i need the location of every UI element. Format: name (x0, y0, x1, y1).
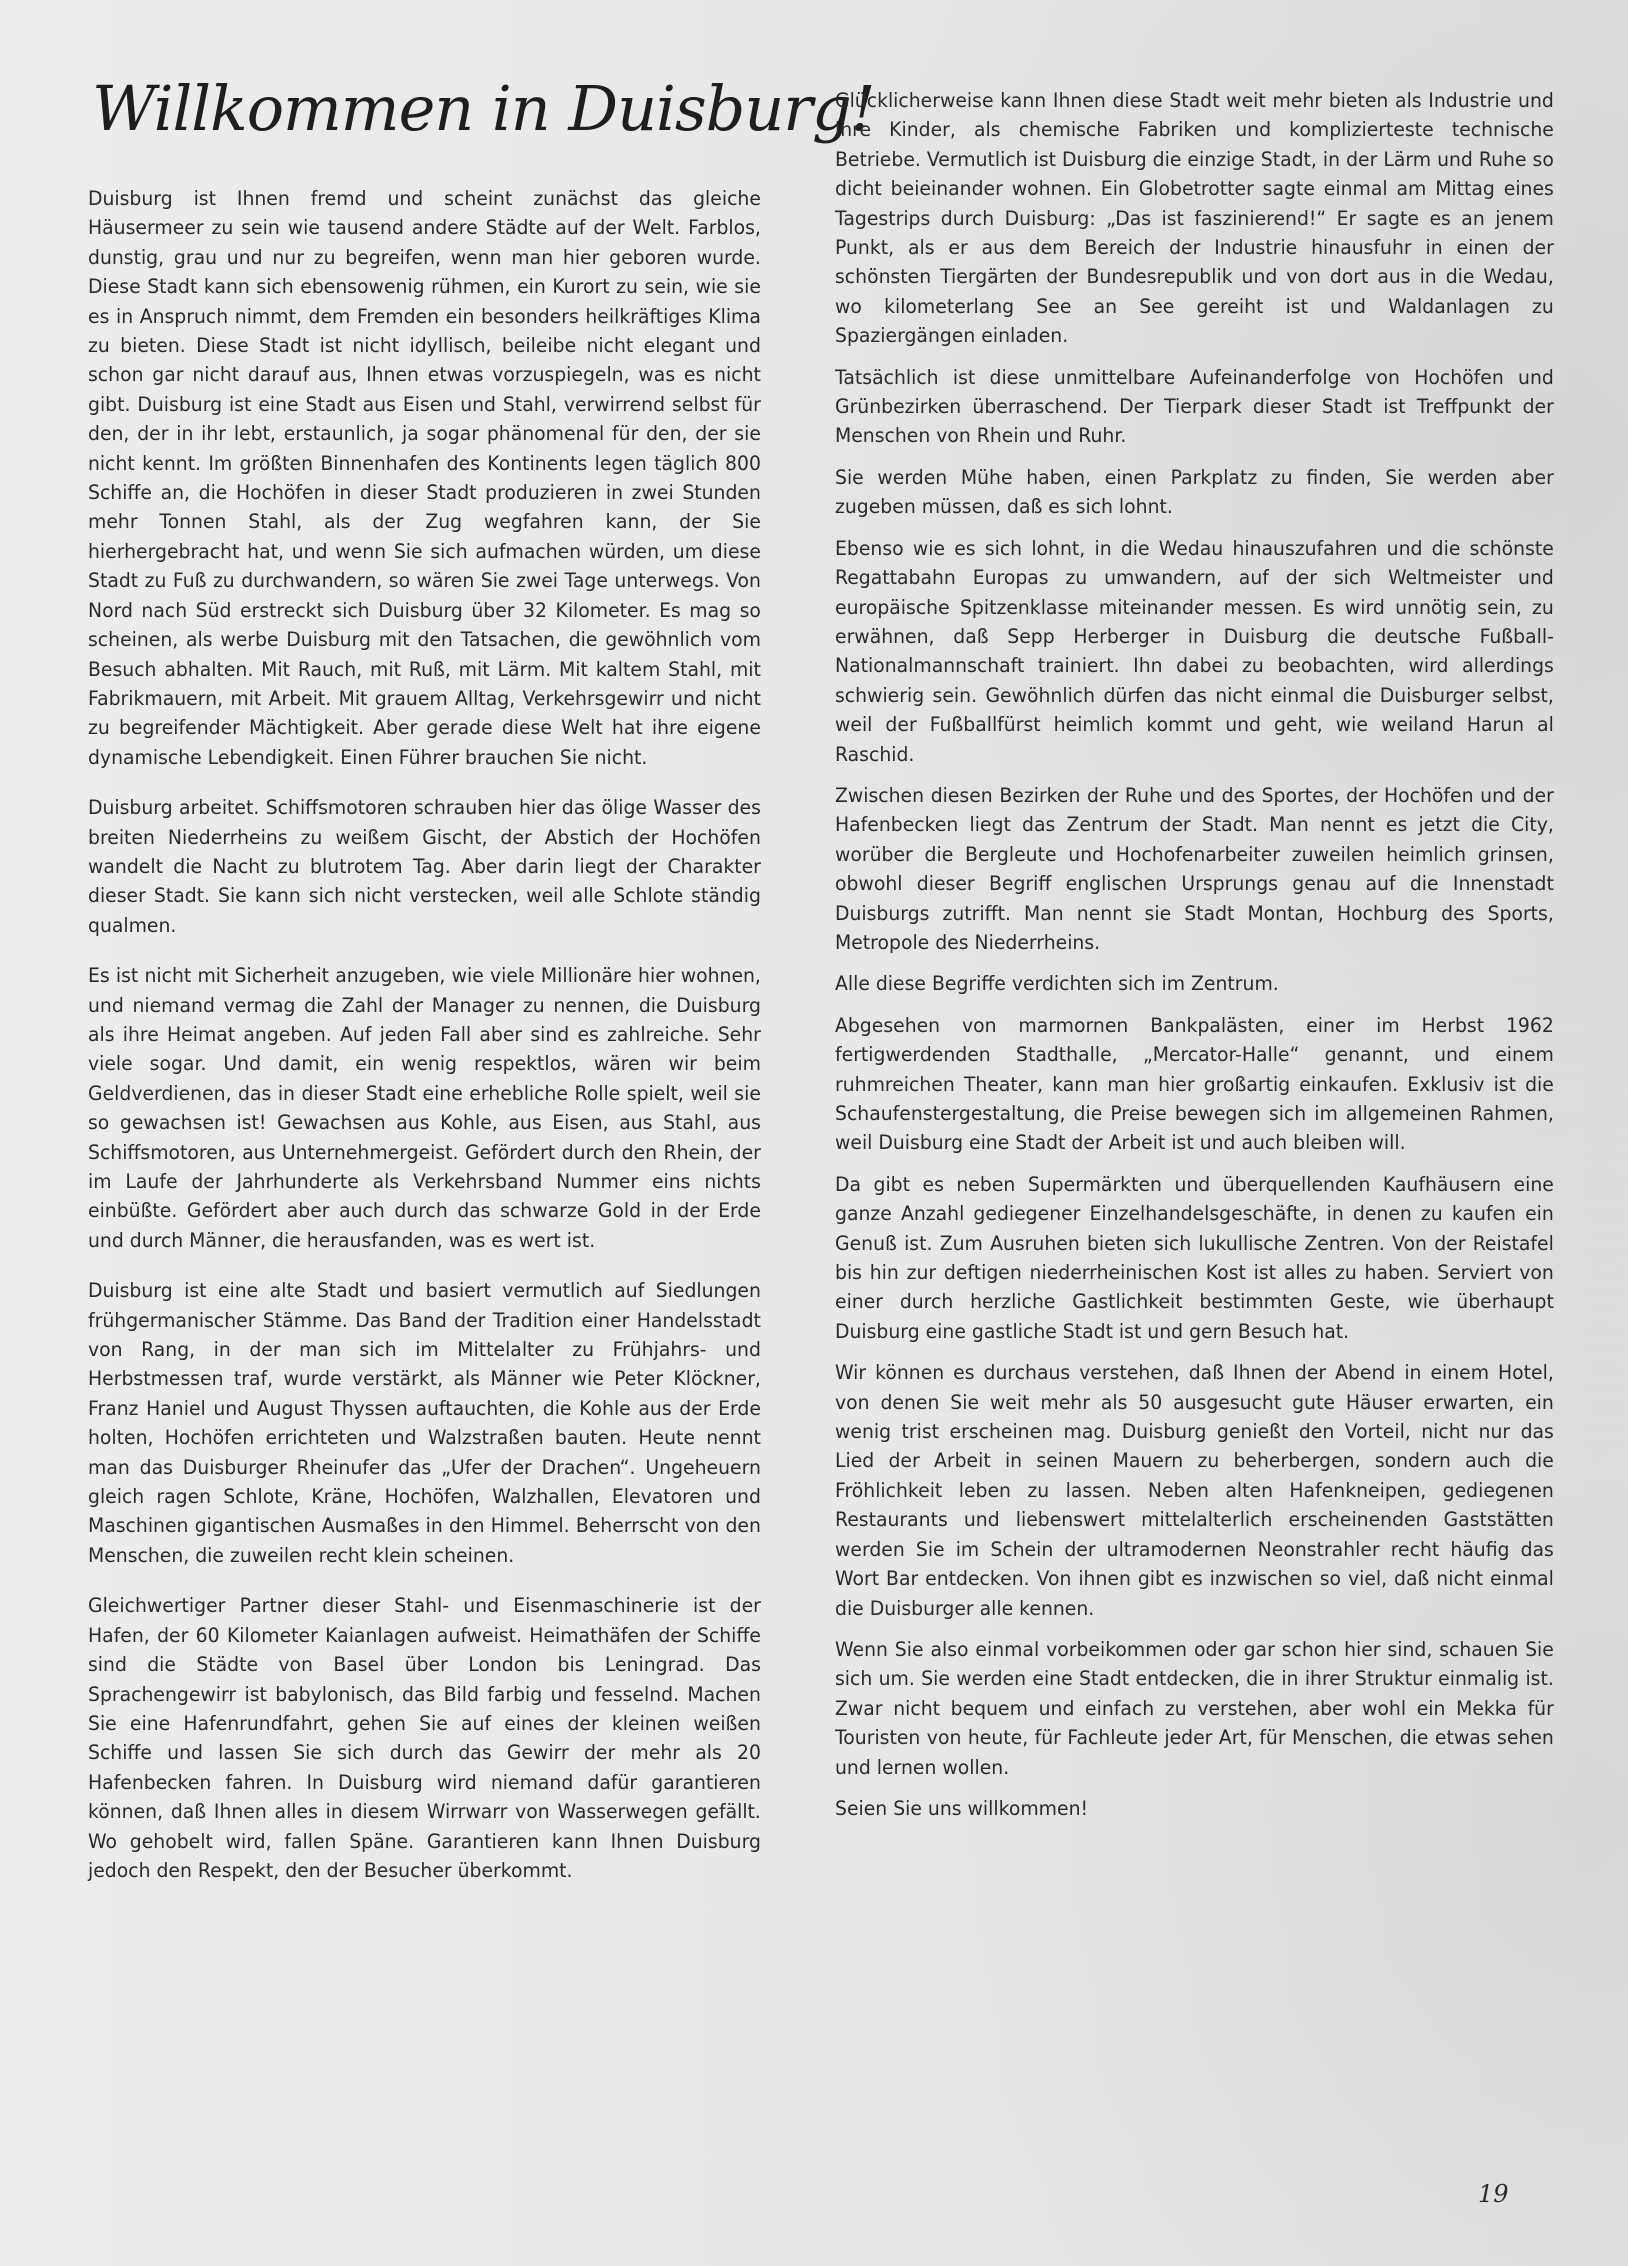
article-title: Willkommen in Duisburg! (92, 72, 875, 145)
paragraph: Wenn Sie also einmal vorbeikommen oder gar schon hier sind, schauen Sie sich um. Sie werden eine Stadt entdecken, die in ihrer Struktur einmalig ist. Zwar nicht bequem und einfach zu verstehen, aber wohl ein Mekka für Touristen von heute, für Fachleute jeder Art, für Menschen, die etwas sehen und lernen wollen. (835, 1637, 1554, 1779)
paragraph: Gleichwertiger Partner dieser Stahl- und Eisenmaschinerie ist der Hafen, der 60 Kilometer Kaianlagen aufweist. Heimathäfen der Schiffe sind die Städte von Basel über London bis Leningrad. Das Sprachengewirr ist babylonisch, das Bild farbig und fesselnd. Machen Sie eine Hafenrundfahrt, gehen Sie auf eines der kleinen weißen Schiffe und lassen Sie sich durch das Gewirr der mehr als 20 Hafenbecken fahren. In Duisburg wird niemand dafür garantieren können, daß Ihnen alles in diesem Wirrwarr von Wasserwegen gefällt. Wo gehobelt wird, fallen Späne. Garantieren kann Ihnen Duisburg jedoch den Respekt, den der Besucher überkommt. (88, 1594, 761, 1882)
paragraph: Zwischen diesen Bezirken der Ruhe und des Sportes, der Hochöfen und der Hafenbecken liegt das Zentrum der Stadt. Man nennt es jetzt die City, worüber die Bergleute und Hochofenarbeiter zuweilen heimlich grinsen, obwohl dieser Begriff englischen Ursprungs genau auf die Innenstadt Duisburgs zutrifft. Man nennt sie Stadt Montan, Hochburg des Sports, Metropole des Niederrheins. (835, 783, 1554, 954)
left-text-column (88, 184, 762, 1906)
paragraph: Duisburg ist eine alte Stadt und basiert vermutlich auf Siedlungen frühgermanischer Stämme. Das Band der Tradition einer Handelsstadt von Rang, in der man sich im Mittelalter zu Frühjahrs- und Herbstmessen traf, wurde verstärkt, als Männer wie Peter Klöckner, Franz Haniel und August Thyssen auftauchten, die Kohle aus der Erde holten, Hochöfen errichteten und Walzstraßen bauten. Heute nennt man das Duisburger Rheinufer das „Ufer der Drachen“. Ungeheuern gleich ragen Schlote, Kräne, Hochöfen, Walzhallen, Elevatoren und Maschinen gigantischen Ausmaßes in den Himmel. Beherrscht von den Menschen, die zuweilen recht klein scheinen. (88, 1279, 761, 1567)
paragraph: Alle diese Begriffe verdichten sich im Zentrum. (835, 972, 1279, 996)
paragraph: Ebenso wie es sich lohnt, in die Wedau hinauszufahren und die schönste Regattabahn Europas zu umwandern, auf der sich Weltmeister und europäische Spitzenklasse miteinander messen. Es wird unnötig sein, zu erwähnen, daß Sepp Herberger in Duisburg die deutsche Fußball-Nationalmannschaft trainiert. Ihn dabei zu beobachten, wird allerdings schwierig sein. Gewöhnlich dürfen das nicht einmal die Duisburger selbst, weil der Fußballfürst heimlich kommt und geht, wie weiland Harun al Raschid. (835, 536, 1554, 766)
paragraph: Glücklicherweise kann Ihnen diese Stadt weit mehr bieten als Industrie und ihre Kinder, als chemische Fabriken und komplizierteste technische Betriebe. Vermutlich ist Duisburg die einzige Stadt, in der Lärm und Ruhe so dicht beieinander wohnen. Ein Globetrotter sagte einmal am Mittag eines Tagestrips durch Duisburg: „Das ist faszinierend!“ Er sagte es an jenem Punkt, als er aus dem Bereich der Industrie hinausfuhr in einen der schönsten Tiergärten der Bundesrepublik und von dort aus in die Wedau, wo kilometerlang See an See gereiht ist und Waldanlagen zu Spaziergängen einladen. (835, 89, 1554, 348)
paragraph: Sie werden Mühe haben, einen Parkplatz zu finden, Sie werden aber zugeben müssen, daß es sich lohnt. (835, 465, 1554, 519)
right-text-column (835, 86, 1555, 1835)
paragraph: Da gibt es neben Supermärkten und überquellenden Kaufhäusern eine ganze Anzahl gediegener Einzelhandelsgeschäfte, in denen zu kaufen ein Genuß ist. Zum Ausruhen bieten sich lukullische Zentren. Von der Reistafel bis hin zur deftigen niederrheinischen Kost ist alles zu haben. Serviert von einer durch herzliche Gastlichkeit bestimmten Geste, wie überhaupt Duisburg eine gastliche Stadt ist und gern Besuch hat. (835, 1172, 1554, 1343)
paragraph: Duisburg ist Ihnen fremd und scheint zunächst das gleiche Häusermeer zu sein wie tausend andere Städte auf der Welt. Farblos, dunstig, grau und nur zu begreifen, wenn man hier geboren wurde. Diese Stadt kann sich ebensowenig rühmen, ein Kurort zu sein, wie sie es in Anspruch nimmt, dem Fremden ein besonders heilkräftiges Klima zu bieten. Diese Stadt ist nicht idyllisch, beileibe nicht elegant und schon gar nicht darauf aus, Ihnen etwas vorzuspiegeln, was es nicht gibt. Duisburg ist eine Stadt aus Eisen und Stahl, verwirrend selbst für den, der in ihr lebt, erstaunlich, ja sogar phänomenal für den, der sie nicht kennt. Im größten Binnenhafen des Kontinents legen täglich 800 Schiffe an, die Hochöfen in dieser Stadt produzieren in zwei Stunden mehr Tonnen Stahl, als der Zug wegfahren kann, der Sie hierhergebracht hat, und wenn Sie sich aufmachen würden, um diese Stadt zu Fuß zu durchwandern, so wären Sie zwei Tage unterwegs. Von Nord nach Süd erstreckt sich Duisburg über 32 Kilometer. Es mag so scheinen, als werbe Duisburg mit den Tatsachen, die gewöhnlich vom Besuch abhalten. Mit Rauch, mit Ruß, mit Lärm. Mit kaltem Stahl, mit Fabrikmauern, mit Arbeit. Mit grauem Alltag, Verkehrsgewirr und nicht zu begreifender Mächtigkeit. Aber gerade diese Welt hat ihre eigene dynamische Lebendigkeit. Einen Führer brauchen Sie nicht. (88, 187, 761, 769)
paragraph: Es ist nicht mit Sicherheit anzugeben, wie viele Millionäre hier wohnen, und niemand vermag die Zahl der Manager zu nennen, die Duisburg als ihre Heimat angeben. Auf jeden Fall aber sind es zahlreiche. Sehr viele sogar. Und damit, ein wenig respektlos, wären wir beim Geldverdienen, das in dieser Stadt eine erhebliche Rolle spielt, weil sie so gewachsen ist! Gewachsen aus Kohle, aus Eisen, aus Stahl, aus Schiffsmotoren, aus Unternehmergeist. Gefördert durch den Rhein, der im Laufe der Jahrhunderte als Verkehrsband Nummer eins nichts einbüßte. Gefördert aber auch durch das schwarze Gold in der Erde und durch Männer, die herausfanden, was es wert ist. (88, 964, 761, 1252)
paragraph: Abgesehen von marmornen Bankpalästen, einer im Herbst 1962 fertigwerdenden Stadthalle, „Mercator-Halle“ genannt, und einem ruhmreichen Theater, kann man hier großartig einkaufen. Exklusiv ist die Schaufenstergestaltung, die Preise bewegen sich im allgemeinen Rahmen, weil Duisburg eine Stadt der Arbeit ist und auch bleiben will. (835, 1013, 1554, 1155)
paragraph: Wir können es durchaus verstehen, daß Ihnen der Abend in einem Hotel, von denen Sie weit mehr als 50 ausgesucht gute Häuser erwarten, ein wenig trist erscheinen mag. Duisburg genießt den Vorteil, nicht nur das Lied der Arbeit in seinen Mauern zu beherbergen, sondern auch die Fröhlichkeit leben zu lassen. Neben alten Hafenkneipen, gediegenen Restaurants und liebenswert mittelalterlich erscheinenden Gaststätten werden Sie im Schein der ultramodernen Neonstrahler recht häufig das Wort Bar entdecken. Von ihnen gibt es inzwischen so viel, daß nicht einmal die Duisburger alle kennen. (835, 1361, 1554, 1620)
paragraph: Tatsächlich ist diese unmittelbare Aufeinanderfolge von Hochöfen und Grünbezirken überraschend. Der Tierpark dieser Stadt ist Treffpunkt der Menschen von Rhein und Ruhr. (835, 365, 1554, 448)
closing-line: Seien Sie uns willkommen! (835, 1796, 1089, 1820)
page-number: 19 (1478, 2180, 1509, 2208)
paragraph: Duisburg arbeitet. Schiffsmotoren schrauben hier das ölige Wasser des breiten Niederrheins zu weißem Gischt, der Abstich der Hochöfen wandelt die Nacht zu blutrotem Tag. Aber darin liegt der Charakter dieser Stadt. Sie kann sich nicht verstecken, weil alle Schlote ständig qualmen. (88, 796, 761, 937)
